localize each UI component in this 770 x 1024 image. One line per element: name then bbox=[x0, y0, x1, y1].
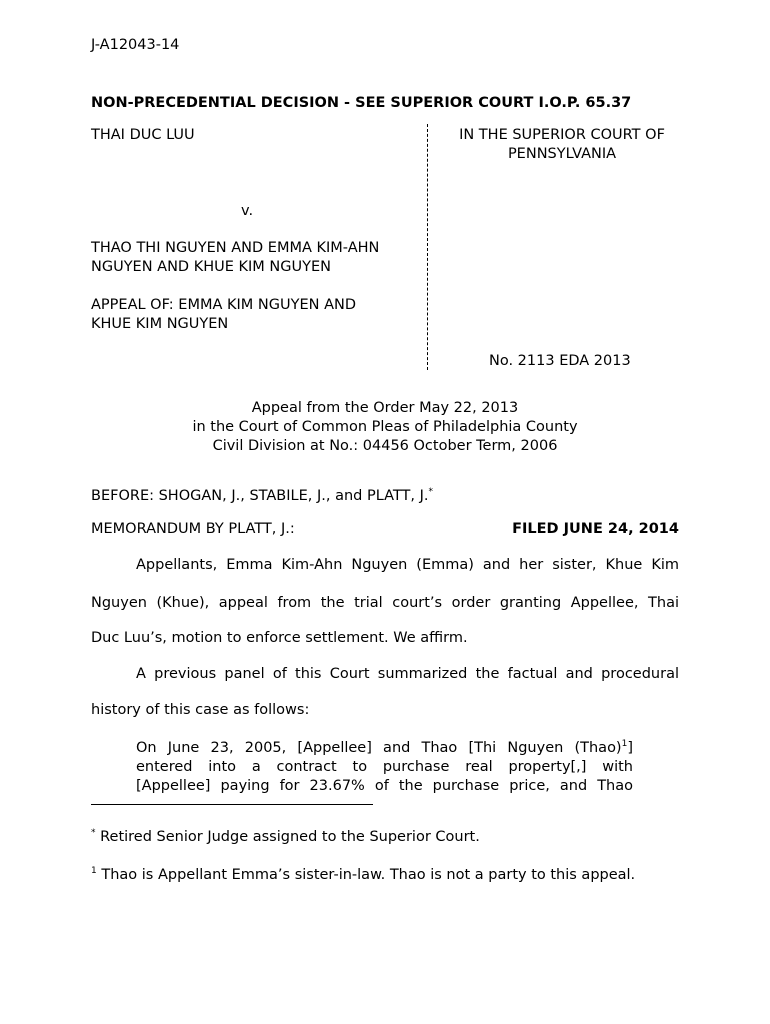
footnote-2-mark: 1 bbox=[91, 866, 97, 877]
footnote-1 bbox=[91, 829, 480, 845]
caption-divider bbox=[427, 124, 428, 370]
quote-line-3: [Appellee] paying for 23.67% of the purchase price, and Thao bbox=[136, 778, 633, 794]
quote-line-1-text: On June 23, 2005, [Appellee] and Thao [Thi Nguyen (Thao) bbox=[136, 740, 622, 756]
quote-line-1-close: ] bbox=[627, 740, 633, 756]
appeal-from-line2: in the Court of Common Pleas of Philadelphia County bbox=[192, 419, 578, 435]
before-panel bbox=[91, 488, 433, 504]
footnote-1-text: Retired Senior Judge assigned to the Superior Court. bbox=[100, 829, 480, 845]
appeal-of-line1: APPEAL OF: EMMA KIM NGUYEN AND bbox=[91, 297, 357, 313]
page-heading: NON-PRECEDENTIAL DECISION - SEE SUPERIOR COURT I.O.P. 65.37 bbox=[91, 95, 632, 111]
quote-line-2: entered into a contract to purchase real property[,] with bbox=[136, 759, 633, 775]
body-line-2: Nguyen (Khue), appeal from the trial court’s order granting Appellee, Thai bbox=[91, 595, 679, 611]
before-footnote-mark: * bbox=[428, 487, 433, 498]
memorandum-by: MEMORANDUM BY PLATT, J.: bbox=[91, 521, 295, 537]
footnote-1-mark: * bbox=[91, 828, 96, 839]
court-name-line1: IN THE SUPERIOR COURT OF bbox=[459, 127, 665, 143]
footnote-separator bbox=[91, 804, 373, 805]
court-name-line2: PENNSYLVANIA bbox=[507, 146, 617, 162]
body-line-5: history of this case as follows: bbox=[91, 702, 310, 718]
appeal-from-line1: Appeal from the Order May 22, 2013 bbox=[251, 400, 519, 416]
defendants-line1: THAO THI NGUYEN AND EMMA KIM-AHN bbox=[91, 240, 380, 256]
defendants-line2: NGUYEN AND KHUE KIM NGUYEN bbox=[91, 259, 331, 275]
docket-id: J-A12043-14 bbox=[91, 37, 180, 53]
docket-number: No. 2113 EDA 2013 bbox=[489, 353, 631, 369]
body-line-3: Duc Luu’s, motion to enforce settlement. We affirm. bbox=[91, 630, 468, 646]
versus-label: v. bbox=[241, 203, 254, 219]
plaintiff-name: THAI DUC LUU bbox=[91, 127, 195, 143]
quote-footnote-mark: 1 bbox=[621, 739, 628, 750]
footnote-2-text: Thao is Appellant Emma’s sister-in-law. Thao is not a party to this appeal. bbox=[101, 867, 636, 883]
footnote-2 bbox=[91, 867, 635, 883]
appeal-from-line3: Civil Division at No.: 04456 October Term, 2006 bbox=[212, 438, 558, 454]
body-line-4: A previous panel of this Court summarized the factual and procedural bbox=[136, 666, 679, 682]
before-text: BEFORE: SHOGAN, J., STABILE, J., and PLATT, J. bbox=[91, 488, 429, 504]
quote-line-1 bbox=[136, 740, 633, 756]
appeal-of-line2: KHUE KIM NGUYEN bbox=[91, 316, 229, 332]
filed-date: FILED JUNE 24, 2014 bbox=[512, 521, 679, 537]
body-line-1: Appellants, Emma Kim-Ahn Nguyen (Emma) and her sister, Khue Kim bbox=[136, 557, 679, 573]
